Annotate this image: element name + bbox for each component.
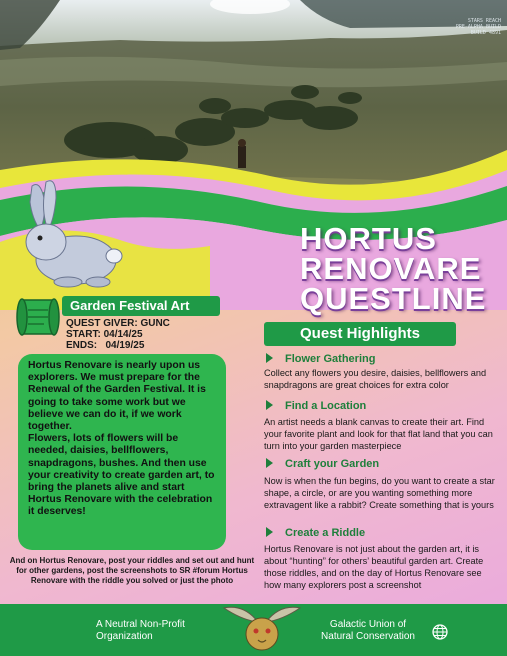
rabbit-logo-icon [218,598,306,656]
story-paragraph-1: Hortus Renovare is nearly upon us explorers. We must prepare for the Renewal of the Garden Festival. It is going to take some work but we believe we can do it, if we work together. [28,360,206,433]
highlight-title-create-riddle [266,526,496,540]
quest-info [66,318,226,351]
title-line-2: RENOVARE [300,251,482,286]
footer-organization [96,619,206,643]
highlight-title-craft-garden [266,457,496,471]
globe-icon [432,624,448,640]
highlight-title-text: Flower Gathering [285,353,376,365]
title-line-3: QUESTLINE [300,281,487,316]
triangle-right-icon [266,400,273,410]
highlights-heading: Quest Highlights [264,322,456,346]
rabbit-illustration [10,178,128,290]
footer-right-line-2: Natural Conservation [321,631,415,642]
game-hud-text [456,18,501,36]
highlight-title-flower-gathering [266,352,496,366]
hud-line-2: PRE-ALPHA BUILD [455,24,501,30]
footer-union [308,619,428,643]
highlight-body-find-location: An artist needs a blank canvas to create their art. Find your favorite plant and look for that flat land that you can turn into your garden masterpiece [264,417,493,451]
quest-giver: QUEST GIVER: GUNC [66,318,170,329]
footer-right-line-1: Galactic Union of [329,619,407,630]
hud-line-1: STARS REACH [467,18,501,24]
highlight-title-text: Create a Riddle [285,527,366,539]
scroll-icon [14,294,62,340]
quest-end-date: ENDS: 04/19/25 [66,340,145,351]
highlight-body-create-riddle: Hortus Renovare is not just about the garden art, it is about “hunting” for others’ beautiful garden art. Create those riddles, and on the day of Hortus Renovare see how many explorers post a screenshot [264,544,484,590]
forum-note: And on Hortus Renovare, post your riddles and set out and hunt for other gardens, post the screenshots to SR #forum Hortus Renovare with the riddle you solved or just the photo [9,556,255,585]
highlight-body-craft-garden: Now is when the fun begins, do you want to create a star shape, a circle, or are you wanting something more extravagent like a rabbit? Create something that is yours [264,476,495,510]
quest-start-date: START: 04/14/25 [66,329,143,340]
triangle-right-icon [266,527,273,537]
footer-left-line-1: A Neutral Non-Profit [96,619,185,630]
hud-line-3: BUILD 4891 [470,30,501,36]
page-title [300,221,505,316]
story-paragraph-2: Flowers, lots of flowers will be needed, daisies, bellflowers, snapdragons, bushes. And then use your creativity to create garden art, to bring the planets alive and start Hortus Renovare with the celebration it deserves! [28,433,215,518]
highlight-title-text: Craft your Garden [285,458,380,470]
highlight-title-text: Find a Location [285,400,367,412]
triangle-right-icon [266,353,273,363]
story-box [18,354,226,550]
festival-heading: Garden Festival Art [62,296,220,316]
triangle-right-icon [266,458,273,468]
title-line-1: HORTUS [300,221,437,256]
highlight-body-flower-gathering: Collect any flowers you desire, daisies, bellflowers and snapdragons are great choices for extra color [264,368,487,390]
highlight-title-find-location [266,399,496,413]
footer-left-line-2: Organization [96,631,153,642]
